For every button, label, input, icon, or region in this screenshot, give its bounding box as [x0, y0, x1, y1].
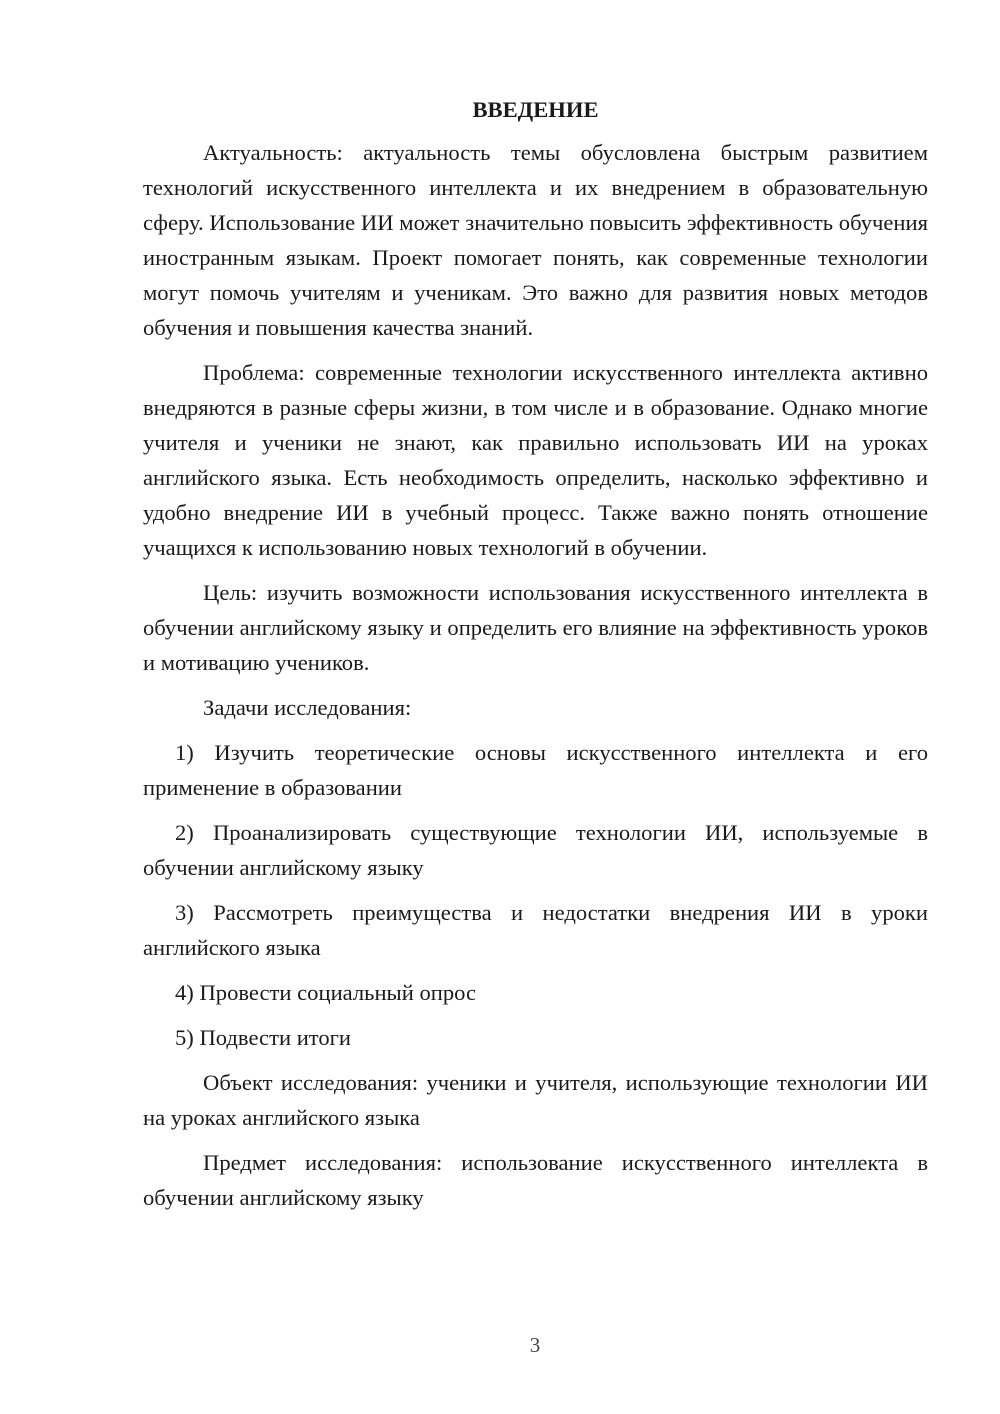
- paragraph-subject: Предмет исследования: использование искусственного интеллекта в обучении английскому языку: [143, 1150, 928, 1210]
- paragraph-problem: Проблема: современные технологии искусственного интеллекта активно внедряются в разные сферы жизни, в том числе и в образование. Однако многие учителя и ученики не знают, как правильно использовать ИИ на уроках английского языка. Есть необходимость определить, насколько эффективно и удобно внедрение ИИ в учебный процесс. Также важно понять отношение учащихся к использованию новых технологий в обучении.: [143, 360, 928, 560]
- page-content: [143, 92, 928, 1225]
- section-heading: ВВЕДЕНИЕ: [472, 97, 599, 122]
- page-number: 3: [529, 1333, 541, 1357]
- task-item-5: 5) Подвести итоги: [175, 1025, 352, 1050]
- task-item-4: 4) Провести социальный опрос: [175, 980, 477, 1005]
- paragraph-goal: Цель: изучить возможности использования искусственного интеллекта в обучении английскому языку и определить его влияние на эффективность уроков и мотивацию учеников.: [143, 580, 928, 675]
- tasks-heading: Задачи исследования:: [203, 695, 412, 720]
- task-item-3: 3) Рассмотреть преимущества и недостатки внедрения ИИ в уроки английского языка: [143, 900, 928, 960]
- paragraph-relevance: Актуальность: актуальность темы обусловлена быстрым развитием технологий искусственного интеллекта и их внедрением в образовательную сферу. Использование ИИ может значительно повысить эффективность обучения иностранным языкам. Проект помогает понять, как современные технологии могут помочь учителям и ученикам. Это важно для развития новых методов обучения и повышения качества знаний.: [143, 140, 928, 340]
- task-item-2: 2) Проанализировать существующие технологии ИИ, используемые в обучении английскому языку: [143, 820, 928, 880]
- task-item-1: 1) Изучить теоретические основы искусственного интеллекта и его применение в образовании: [143, 740, 928, 800]
- paragraph-object: Объект исследования: ученики и учителя, использующие технологии ИИ на уроках английского языка: [143, 1070, 928, 1130]
